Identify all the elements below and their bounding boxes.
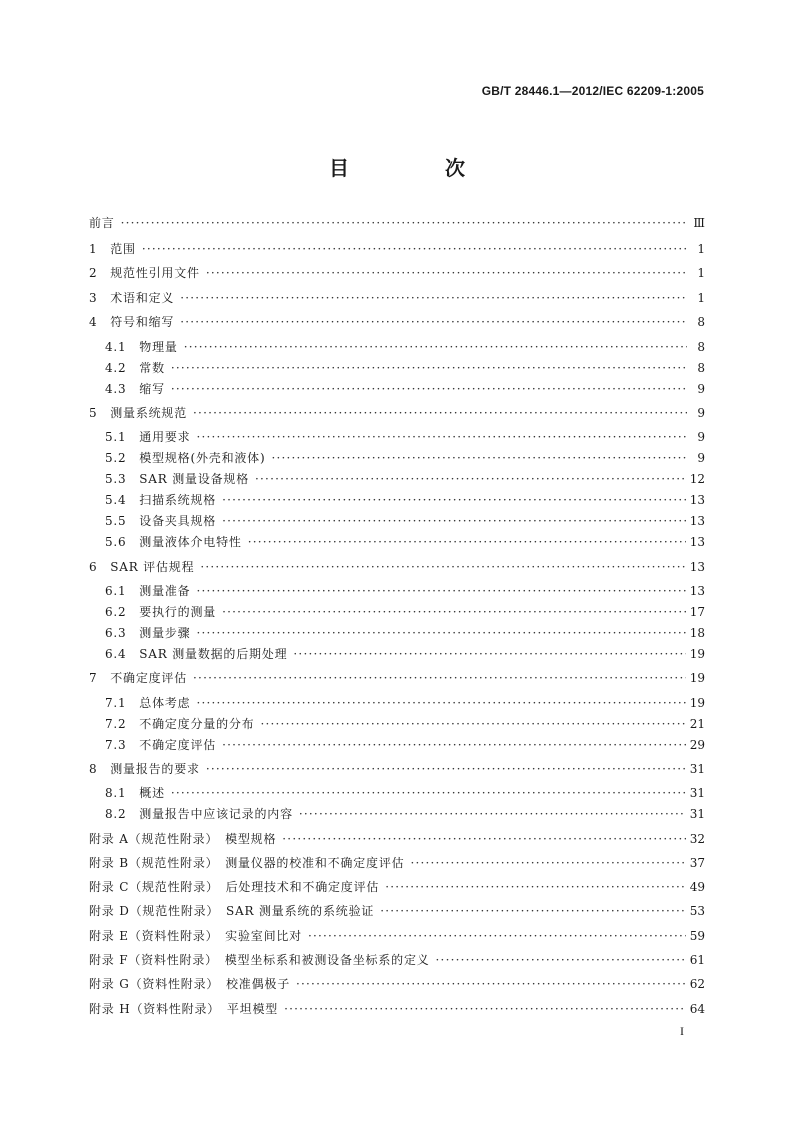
toc-entry-page: 8 bbox=[697, 361, 705, 375]
toc-entry[interactable] bbox=[89, 287, 705, 309]
page-number: I bbox=[680, 1024, 684, 1038]
toc-leader-dots bbox=[180, 287, 687, 309]
toc-entry-label: 6.1 测量准备 bbox=[105, 584, 191, 598]
toc-entry-page: 19 bbox=[689, 647, 705, 661]
toc-entry-label: 5.4 扫描系统规格 bbox=[105, 493, 217, 507]
toc-entry[interactable] bbox=[105, 510, 705, 532]
page-title: 目 次 bbox=[329, 156, 503, 180]
toc-entry[interactable] bbox=[105, 803, 705, 825]
toc-entry-page: 31 bbox=[689, 807, 705, 821]
toc-leader-dots bbox=[271, 447, 687, 469]
toc-entry-page: 8 bbox=[697, 340, 705, 354]
toc-entry-page: 8 bbox=[697, 315, 705, 329]
toc-entry[interactable] bbox=[89, 667, 705, 689]
toc-entry[interactable] bbox=[105, 447, 705, 469]
toc-leader-dots bbox=[222, 601, 686, 623]
toc-entry[interactable] bbox=[105, 601, 705, 623]
toc-entry[interactable] bbox=[89, 925, 705, 947]
toc-leader-dots bbox=[142, 238, 687, 260]
toc-entry-page: 9 bbox=[697, 430, 705, 444]
toc-entry-page: 9 bbox=[697, 406, 705, 420]
toc-entry-label: 6.3 测量步骤 bbox=[105, 626, 191, 640]
toc-entry-label: 6.2 要执行的测量 bbox=[105, 605, 217, 619]
toc-entry-page: 32 bbox=[689, 832, 705, 846]
toc-leader-dots bbox=[222, 489, 686, 511]
toc-entry[interactable] bbox=[105, 426, 705, 448]
toc-entry-label: 5.6 测量液体介电特性 bbox=[105, 535, 242, 549]
toc-entry-page: 1 bbox=[697, 242, 705, 256]
toc-leader-dots bbox=[222, 510, 686, 532]
toc-entry-page: 37 bbox=[689, 856, 705, 870]
toc-entry[interactable] bbox=[89, 998, 705, 1020]
toc-leader-dots bbox=[184, 336, 687, 358]
toc-entry-page: 13 bbox=[689, 514, 705, 528]
toc-entry-page: 13 bbox=[689, 584, 705, 598]
toc-entry-page: 1 bbox=[697, 291, 705, 305]
toc-entry-page: 31 bbox=[689, 762, 705, 776]
toc-entry-label: 7 不确定度评估 bbox=[89, 671, 188, 685]
toc-entry-page: 1 bbox=[697, 266, 705, 280]
toc-entry-page: 12 bbox=[689, 472, 705, 486]
toc-entry[interactable] bbox=[105, 378, 705, 400]
toc-entry[interactable] bbox=[105, 336, 705, 358]
toc-leader-dots bbox=[196, 692, 685, 714]
toc-leader-dots bbox=[299, 803, 686, 825]
toc-entry-label: 7.2 不确定度分量的分布 bbox=[105, 717, 255, 731]
toc-entry[interactable] bbox=[89, 852, 705, 874]
toc-entry-label: 2 规范性引用文件 bbox=[89, 266, 200, 280]
toc-entry-page: 13 bbox=[689, 560, 705, 574]
toc-entry-label: 附录 D（规范性附录） SAR 测量系统的系统验证 bbox=[89, 904, 375, 918]
toc-entry-label: 7.3 不确定度评估 bbox=[105, 738, 217, 752]
toc-leader-dots bbox=[196, 622, 685, 644]
toc-entry[interactable] bbox=[89, 238, 705, 260]
toc-entry-label: 前言 bbox=[89, 216, 115, 230]
toc-leader-dots bbox=[196, 580, 685, 602]
toc-entry-page: 64 bbox=[689, 1002, 705, 1016]
toc-entry-label: 6.4 SAR 测量数据的后期处理 bbox=[105, 647, 288, 661]
toc-leader-dots bbox=[385, 876, 686, 898]
toc-entry-label: 附录 C（规范性附录） 后处理技术和不确定度评估 bbox=[89, 880, 380, 894]
toc-leader-dots bbox=[248, 531, 686, 553]
toc-entry[interactable] bbox=[89, 900, 705, 922]
toc-leader-dots bbox=[206, 758, 686, 780]
toc-leader-dots bbox=[261, 713, 686, 735]
toc-entry-page: Ⅲ bbox=[693, 216, 705, 230]
toc-entry-page: 13 bbox=[689, 535, 705, 549]
toc-entry-label: 附录 B（规范性附录） 测量仪器的校准和不确定度评估 bbox=[89, 856, 405, 870]
toc-entry[interactable] bbox=[105, 782, 705, 804]
toc-entry[interactable] bbox=[89, 311, 705, 333]
toc-entry[interactable] bbox=[89, 828, 705, 850]
toc-leader-dots bbox=[436, 949, 686, 971]
toc-leader-dots bbox=[121, 212, 687, 234]
toc-entry-label: 1 范围 bbox=[89, 242, 136, 256]
toc-leader-dots bbox=[193, 402, 687, 424]
toc-leader-dots bbox=[180, 311, 687, 333]
toc-leader-dots bbox=[200, 556, 685, 578]
toc-entry-page: 13 bbox=[689, 493, 705, 507]
toc-leader-dots bbox=[284, 998, 686, 1020]
toc-entry-page: 18 bbox=[689, 626, 705, 640]
toc-entry-page: 9 bbox=[697, 451, 705, 465]
toc-entry-page: 59 bbox=[689, 929, 705, 943]
toc-entry-label: 4.3 缩写 bbox=[105, 382, 165, 396]
standard-number: GB/T 28446.1—2012/IEC 62209-1:2005 bbox=[481, 84, 704, 98]
toc-leader-dots bbox=[410, 852, 685, 874]
toc-entry[interactable] bbox=[105, 468, 705, 490]
toc-leader-dots bbox=[308, 925, 686, 947]
toc-leader-dots bbox=[380, 900, 686, 922]
toc-entry-page: 9 bbox=[697, 382, 705, 396]
toc-entry[interactable] bbox=[105, 489, 705, 511]
toc-entry-label: 8 测量报告的要求 bbox=[89, 762, 200, 776]
toc-entry-page: 19 bbox=[689, 696, 705, 710]
toc-entry[interactable] bbox=[89, 556, 705, 578]
toc-leader-dots bbox=[206, 262, 687, 284]
toc-leader-dots bbox=[171, 782, 686, 804]
toc-entry-label: 5 测量系统规范 bbox=[89, 406, 188, 420]
toc-leader-dots bbox=[222, 734, 686, 756]
toc-entry-page: 62 bbox=[689, 977, 705, 991]
toc-entry[interactable] bbox=[89, 262, 705, 284]
toc-leader-dots bbox=[193, 667, 686, 689]
toc-entry[interactable] bbox=[105, 580, 705, 602]
toc-entry-page: 49 bbox=[689, 880, 705, 894]
toc-entry-label: 5.1 通用要求 bbox=[105, 430, 191, 444]
toc-entry-label: 5.3 SAR 测量设备规格 bbox=[105, 472, 250, 486]
toc-entry-page: 17 bbox=[689, 605, 705, 619]
toc-entry-page: 53 bbox=[689, 904, 705, 918]
toc-entry-label: 8.1 概述 bbox=[105, 786, 165, 800]
toc-entry-page: 31 bbox=[689, 786, 705, 800]
toc-leader-dots bbox=[171, 357, 687, 379]
toc-entry-label: 7.1 总体考虑 bbox=[105, 696, 191, 710]
toc-entry[interactable] bbox=[89, 949, 705, 971]
toc-leader-dots bbox=[282, 828, 685, 850]
toc-entry[interactable] bbox=[105, 713, 705, 735]
toc-leader-dots bbox=[293, 643, 685, 665]
toc-entry[interactable] bbox=[105, 622, 705, 644]
toc-entry-page: 21 bbox=[689, 717, 705, 731]
toc-entry-label: 4.1 物理量 bbox=[105, 340, 178, 354]
toc-entry-page: 61 bbox=[689, 953, 705, 967]
toc-entry[interactable] bbox=[89, 212, 705, 234]
toc-leader-dots bbox=[255, 468, 686, 490]
toc-entry-label: 附录 A（规范性附录） 模型规格 bbox=[89, 832, 277, 846]
toc-entry-label: 4.2 常数 bbox=[105, 361, 165, 375]
toc-entry-label: 附录 H（资料性附录） 平坦模型 bbox=[89, 1002, 279, 1016]
toc-entry-label: 附录 F（资料性附录） 模型坐标系和被测设备坐标系的定义 bbox=[89, 953, 430, 967]
toc-entry[interactable] bbox=[105, 643, 705, 665]
toc-entry[interactable] bbox=[89, 973, 705, 995]
toc-entry-label: 附录 E（资料性附录） 实验室间比对 bbox=[89, 929, 302, 943]
toc-entry-label: 4 符号和缩写 bbox=[89, 315, 175, 329]
toc-entry-label: 5.2 模型规格(外壳和液体) bbox=[105, 451, 266, 465]
toc-entry[interactable] bbox=[105, 357, 705, 379]
toc-entry-page: 29 bbox=[689, 738, 705, 752]
toc-entry[interactable] bbox=[105, 734, 705, 756]
toc-entry[interactable] bbox=[89, 876, 705, 898]
toc-entry[interactable] bbox=[89, 758, 705, 780]
toc-leader-dots bbox=[171, 378, 687, 400]
toc-entry[interactable] bbox=[105, 692, 705, 714]
toc-entry-label: 5.5 设备夹具规格 bbox=[105, 514, 217, 528]
toc-leader-dots bbox=[296, 973, 686, 995]
toc-entry[interactable] bbox=[89, 402, 705, 424]
toc-entry-label: 附录 G（资料性附录） 校准偶极子 bbox=[89, 977, 291, 991]
toc-entry-label: 8.2 测量报告中应该记录的内容 bbox=[105, 807, 293, 821]
toc-entry-label: 6 SAR 评估规程 bbox=[89, 560, 195, 574]
toc-entry-page: 19 bbox=[689, 671, 705, 685]
toc-leader-dots bbox=[196, 426, 687, 448]
toc-entry[interactable] bbox=[105, 531, 705, 553]
toc-entry-label: 3 术语和定义 bbox=[89, 291, 175, 305]
